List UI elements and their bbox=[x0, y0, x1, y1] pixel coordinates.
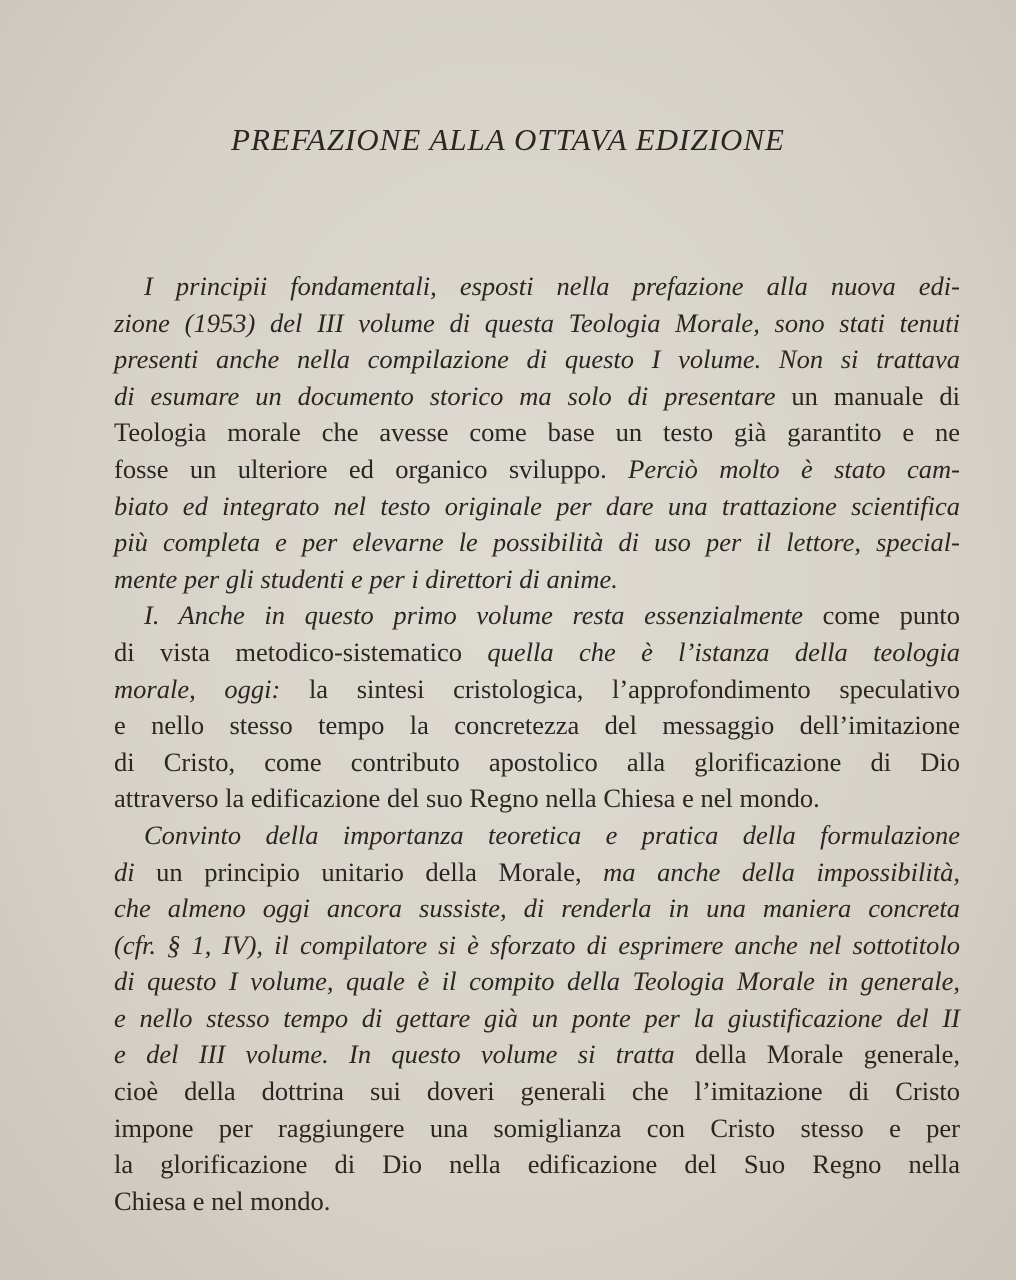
text-segment: fosse un ulteriore ed organico sviluppo. bbox=[114, 453, 629, 484]
text-segment: come punto bbox=[803, 600, 961, 631]
text-segment: di vista metodico-sistematico bbox=[114, 636, 488, 667]
text-segment: Perciò molto è stato cam- bbox=[628, 453, 960, 484]
text-segment: e nello stesso tempo di gettare già un ponte per la giustificazione del II bbox=[114, 1002, 960, 1033]
text-line bbox=[114, 1110, 960, 1147]
text-line bbox=[114, 414, 960, 451]
paragraph bbox=[114, 817, 960, 1220]
text-line bbox=[114, 780, 960, 817]
text-segment: Convinto della importanza teoretica e pratica della formulazione bbox=[144, 819, 960, 850]
text-segment: un manuale di bbox=[775, 380, 960, 411]
text-line bbox=[114, 707, 960, 744]
text-line bbox=[114, 524, 960, 561]
text-line bbox=[114, 1183, 960, 1220]
text-segment: un principio unitario della Morale, bbox=[134, 856, 604, 887]
text-line bbox=[114, 1000, 960, 1037]
text-segment: e del III volume. In questo volume si tratta bbox=[114, 1039, 675, 1070]
text-segment: impone per raggiungere una somiglianza con Cristo stesso e per bbox=[114, 1112, 960, 1143]
text-line bbox=[114, 378, 960, 415]
text-line bbox=[114, 451, 960, 488]
text-line bbox=[114, 854, 960, 891]
preface-body bbox=[114, 268, 960, 1219]
text-segment: e nello stesso tempo la concretezza del messaggio dell’imitazione bbox=[114, 710, 960, 741]
text-segment: quella che è l’istanza della teologia bbox=[487, 636, 961, 667]
text-segment: ma anche della impossibilità, bbox=[603, 856, 961, 887]
text-line bbox=[114, 671, 960, 708]
text-segment: la glorificazione di Dio nella edificazione del Suo Regno nella bbox=[114, 1149, 960, 1180]
text-segment: di esumare un documento storico ma solo di presentare bbox=[114, 380, 776, 411]
text-segment: che almeno oggi ancora sussiste, di renderla in una maniera concreta bbox=[114, 893, 960, 924]
text-segment: Chiesa e nel mondo. bbox=[114, 1185, 331, 1216]
text-segment: I. Anche in questo primo volume resta essenzialmente bbox=[144, 600, 804, 631]
text-line bbox=[114, 744, 960, 781]
text-segment: di Cristo, come contributo apostolico alla glorificazione di Dio bbox=[114, 746, 960, 777]
text-line bbox=[114, 817, 960, 854]
paragraph bbox=[114, 268, 960, 597]
text-line bbox=[114, 927, 960, 964]
text-segment: cioè della dottrina sui doveri generali che l’imitazione di Cristo bbox=[114, 1076, 960, 1107]
text-segment: della Morale generale, bbox=[674, 1039, 960, 1070]
text-segment: di questo I volume, quale è il compito della Teologia Morale in generale, bbox=[114, 966, 960, 997]
text-segment: zione (1953) del III volume di questa Teologia Morale, sono stati tenuti bbox=[114, 307, 960, 338]
text-segment: più completa e per elevarne le possibilità di uso per il lettore, special- bbox=[114, 527, 960, 558]
text-line bbox=[114, 1146, 960, 1183]
text-segment: la sintesi cristologica, l’approfondimento speculativo bbox=[280, 673, 961, 704]
text-segment: morale, oggi: bbox=[114, 673, 281, 704]
text-segment: (cfr. § 1, IV), il compilatore si è sforzato di esprimere anche nel sottotitolo bbox=[114, 929, 960, 960]
paragraph bbox=[114, 597, 960, 817]
text-line bbox=[114, 597, 960, 634]
text-segment: di bbox=[114, 856, 135, 887]
text-line bbox=[114, 634, 960, 671]
text-line bbox=[114, 488, 960, 525]
text-line bbox=[114, 1036, 960, 1073]
text-line bbox=[114, 1073, 960, 1110]
text-line bbox=[114, 268, 960, 305]
text-line bbox=[114, 561, 960, 598]
text-segment: attraverso la edificazione del suo Regno nella Chiesa e nel mondo. bbox=[114, 783, 820, 814]
text-line bbox=[114, 305, 960, 342]
text-segment: presenti anche nella compilazione di questo I volume. Non si trattava bbox=[114, 344, 960, 375]
text-segment: Teologia morale che avesse come base un testo già garantito e ne bbox=[114, 417, 960, 448]
text-line bbox=[114, 890, 960, 927]
page-title: PREFAZIONE ALLA OTTAVA EDIZIONE bbox=[231, 122, 785, 157]
text-line bbox=[114, 963, 960, 1000]
text-segment: biato ed integrato nel testo originale per dare una trattazione scientifica bbox=[114, 490, 960, 521]
text-segment: mente per gli studenti e per i direttori di anime. bbox=[114, 563, 618, 594]
text-segment: I principii fondamentali, esposti nella prefazione alla nuova edi- bbox=[144, 271, 960, 301]
text-line bbox=[114, 341, 960, 378]
